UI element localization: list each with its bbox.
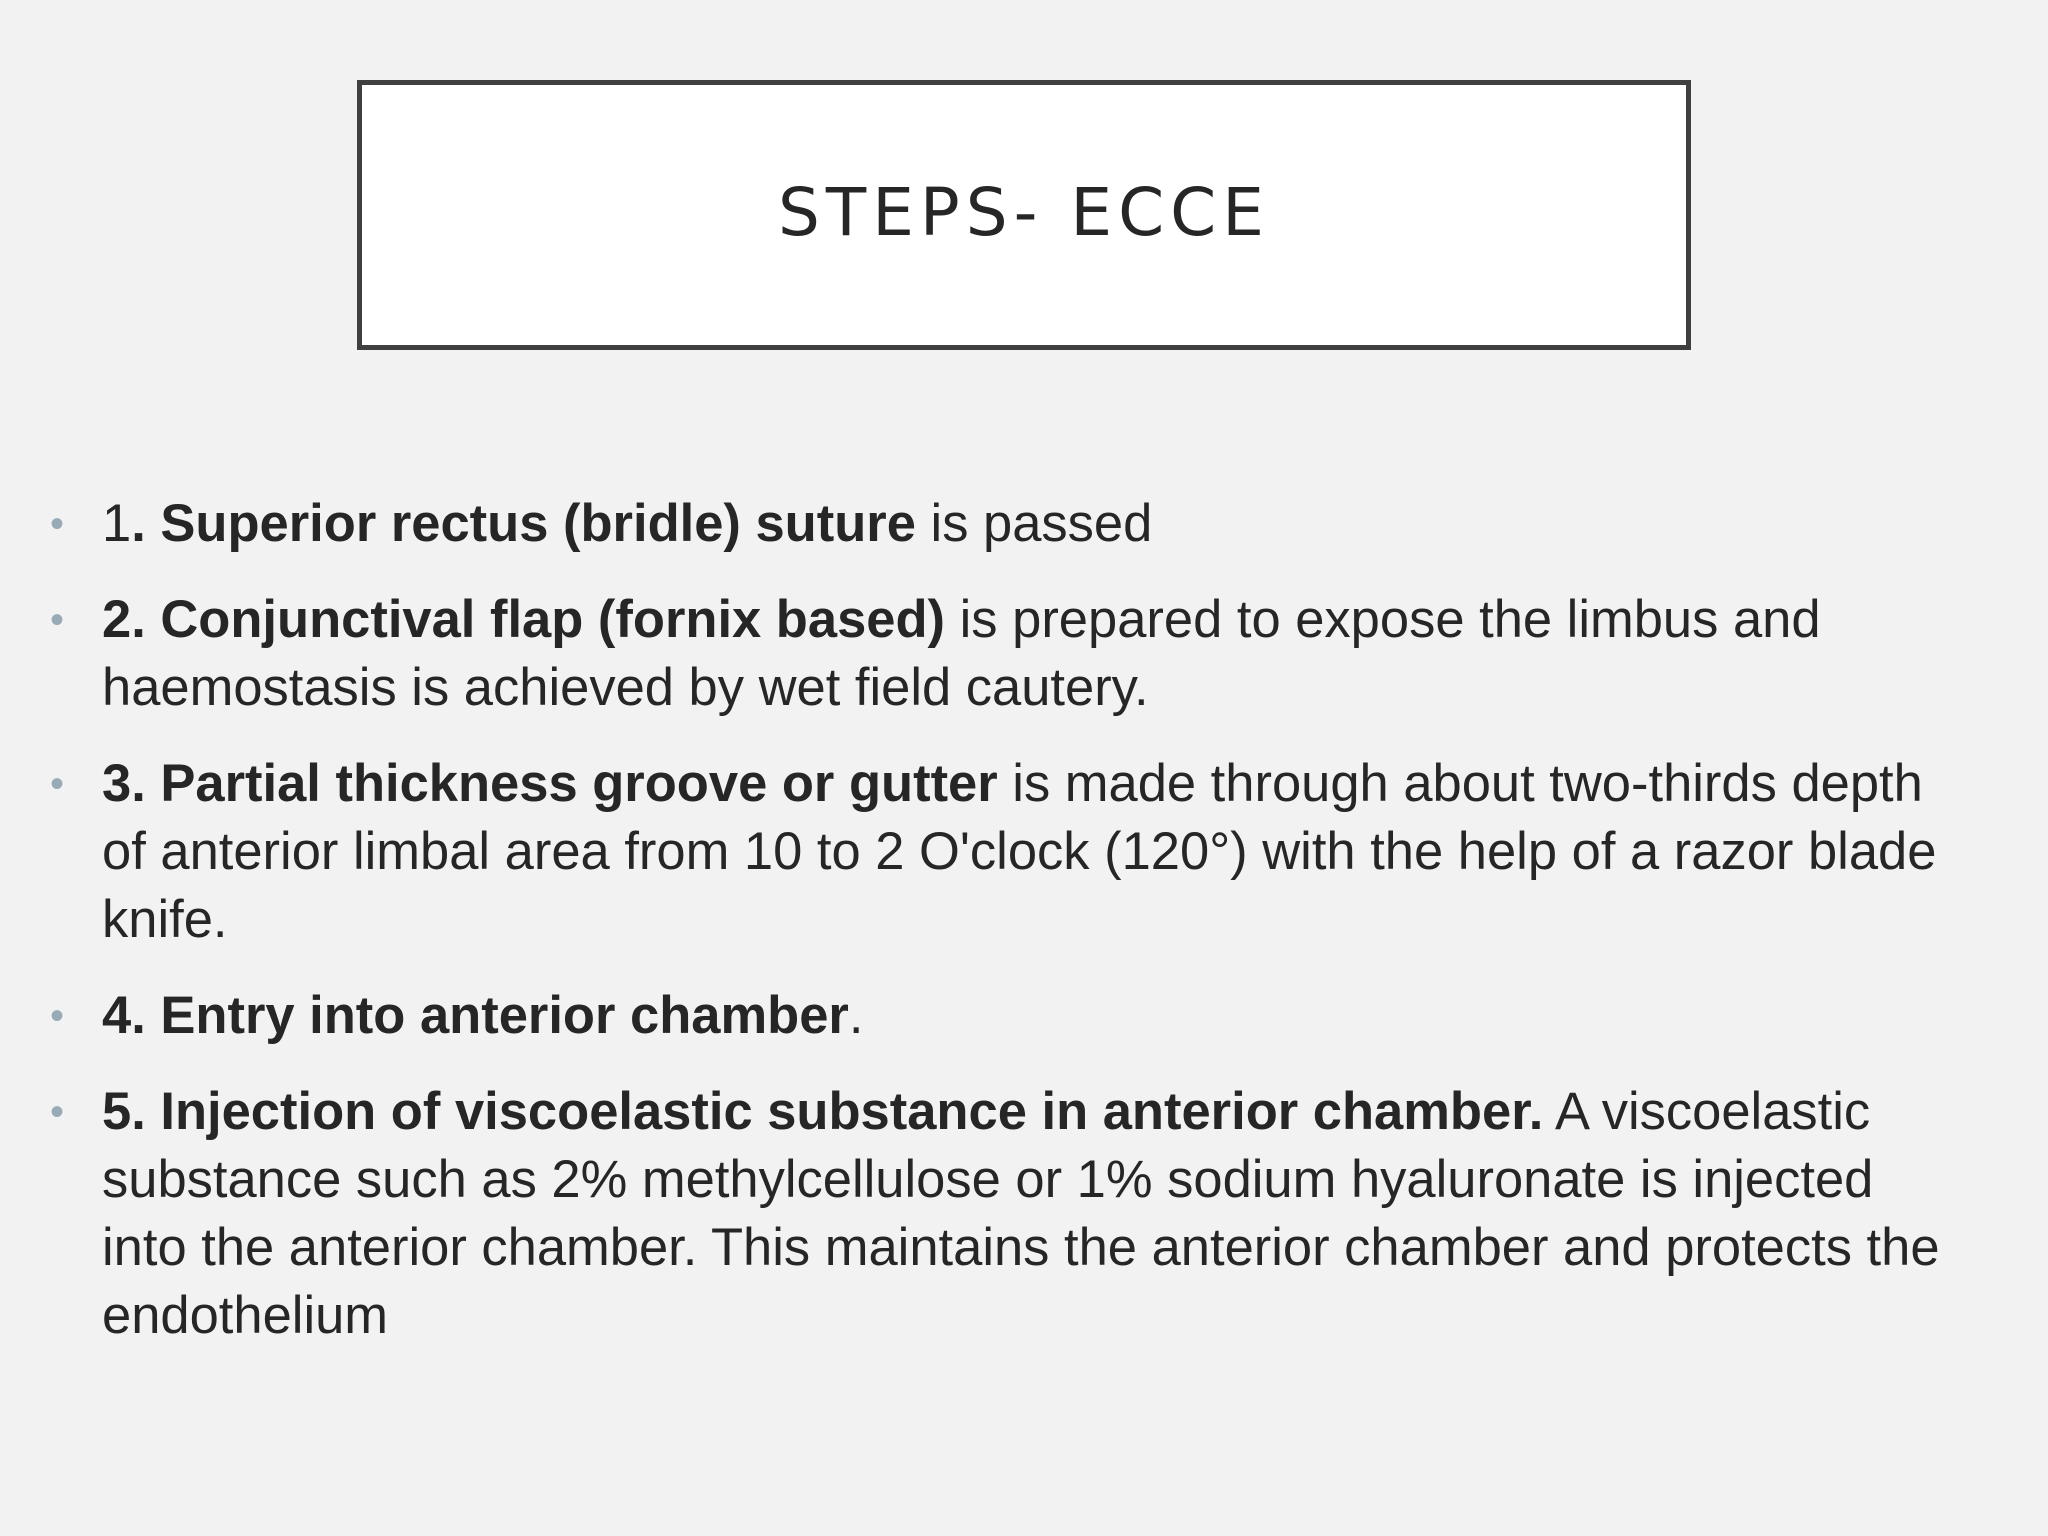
title-box [357,80,1691,350]
bullet-1-text-b: . Superior rectus (bridle) suture [131,494,916,553]
bullet-5-text-a: 5. Injection of viscoelastic substance in anterior chamber. [102,1082,1544,1141]
bullet-5-text-b: A viscoelastic substance such as 2% methylcellulose or 1% sodium hyaluronate is injected into the anterior chamber. This maintains the anterior chamber and protects the endothelium [102,1082,1940,1345]
bullet-item-2 [50,586,1970,722]
bullet-1-text-a: 1 [102,494,132,553]
bullet-item-1 [50,490,1970,558]
bullet-4-text-b: . [848,986,864,1045]
bullet-2-text-b: is prepared to expose the limbus and haemostasis is achieved by wet field cautery. [102,590,1821,717]
bullet-3-text-a: 3. Partial thickness groove or gutter [102,754,998,813]
bullet-4-text-a: 4. Entry into anterior chamber [102,986,849,1045]
bullet-item-3 [50,750,1970,954]
bullet-2-text-a: 2. Conjunctival flap (fornix based) [102,590,946,649]
bullet-list [50,490,1970,1378]
bullet-item-4 [50,982,1970,1050]
bullet-1-text-c: is passed [915,494,1153,553]
slide-title: STEPS- ECCE [778,173,1270,251]
bullet-3-text-b: is made through about two-thirds depth of anterior limbal area from 10 to 2 O'clock (120°) with the help of a razor blade knife. [102,754,1937,949]
bullet-item-5 [50,1078,1970,1350]
